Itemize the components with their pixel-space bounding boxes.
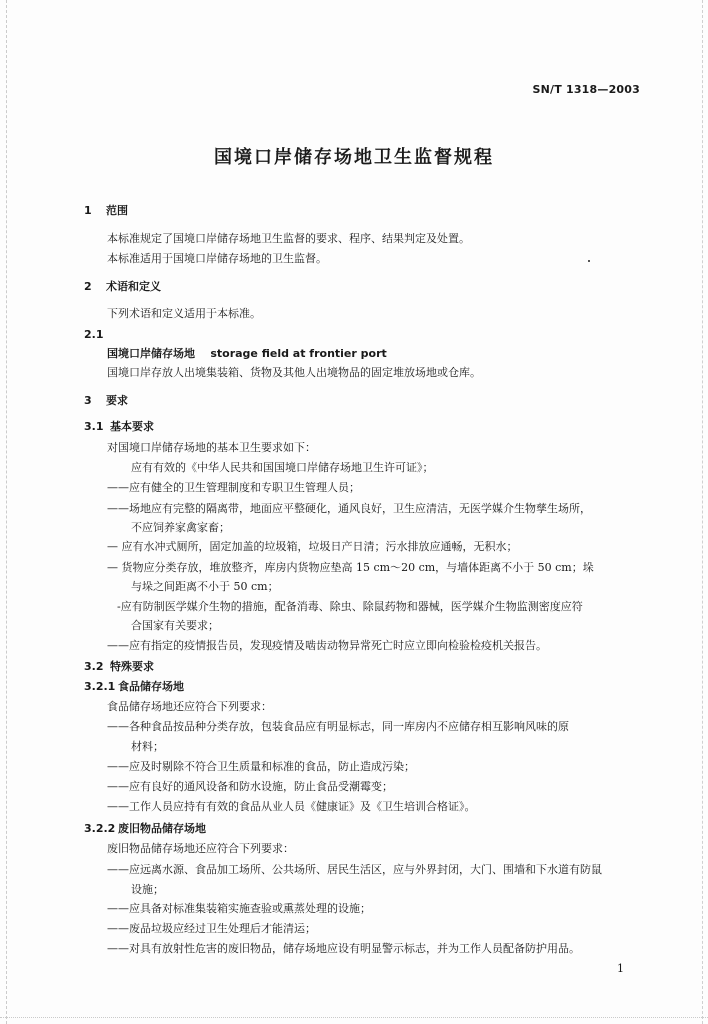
subsection-title: 基本要求	[110, 420, 154, 433]
subsection-3-1-heading	[84, 420, 154, 434]
section-number: 1	[84, 204, 92, 217]
subsection-3-2-heading	[84, 660, 154, 674]
section-number: 3	[84, 394, 92, 407]
list-item: — 应有水冲式厕所，固定加盖的垃圾箱，垃圾日产日清；污水排放应通畅，无积水；	[107, 540, 518, 553]
list-item: ——场地应有完整的隔离带，地面应平整硬化，通风良好，卫生应清洁，无医学媒介生物孳生场所，	[107, 502, 591, 515]
term-chinese: 国境口岸储存场地	[107, 347, 195, 360]
subsection-title: 食品储存场地	[118, 680, 184, 693]
term-definition: 国境口岸存放人出境集装箱、货物及其他人出境物品的固定堆放场地或仓库。	[107, 366, 481, 379]
list-item: ——废品垃圾应经过卫生处理后才能清运；	[107, 922, 316, 935]
page-number: 1	[617, 962, 624, 975]
scan-speck	[588, 260, 590, 262]
section-1-heading	[84, 204, 128, 218]
term-entry	[107, 347, 387, 361]
list-item: ——应具备对标准集装箱实施查验或熏蒸处理的设施；	[107, 902, 371, 915]
body-line: 本标准规定了国境口岸储存场地卫生监督的要求、程序、结果判定及处置。	[107, 232, 470, 245]
list-item: ——工作人员应持有有效的食品从业人员《健康证》及《卫生培训合格证》。	[107, 800, 476, 813]
subsection-title: 废旧物品储存场地	[118, 822, 206, 835]
list-item: ——应及时剔除不符合卫生质量和标准的食品，防止造成污染；	[107, 760, 415, 773]
list-item: ——应有指定的疫情报告员，发现疫情及啮齿动物异常死亡时应立即向检验检疫机关报告。	[107, 639, 547, 652]
list-item-continuation: 不应饲养家禽家畜；	[131, 521, 230, 534]
list-item: ——各种食品按品种分类存放，包装食品应有明显标志，同一库房内不应储存相互影响风味的原	[107, 720, 569, 733]
subsection-number: 2.1	[84, 328, 104, 341]
section-title: 术语和定义	[106, 280, 161, 293]
list-item: — 货物应分类存放，堆放整齐，库房内货物应垫高 15 cm～20 cm，与墙体距离不小于 50 cm；垛	[107, 561, 594, 574]
subsection-number: 3.2.1	[84, 680, 116, 693]
list-item-continuation: 合国家有关要求；	[131, 619, 219, 632]
section-title: 要求	[106, 394, 128, 407]
body-line: 废旧物品储存场地还应符合下列要求：	[107, 842, 294, 855]
term-english: storage field at frontier port	[210, 347, 387, 360]
section-2-heading	[84, 280, 161, 294]
list-item: ——应远离水源、食品加工场所、公共场所、居民生活区，应与外界封闭，大门、围墙和下水道有防鼠	[107, 863, 602, 876]
body-line: 对国境口岸储存场地的基本卫生要求如下：	[107, 441, 316, 454]
list-item: -应有防制医学媒介生物的措施，配备消毒、除虫、除鼠药物和器械，医学媒介生物监测密度应符	[117, 600, 583, 613]
section-number: 2	[84, 280, 92, 293]
list-item-continuation: 设施；	[131, 883, 164, 896]
subsection-number: 3.1	[84, 420, 104, 433]
list-item: ——对具有放射性危害的废旧物品，储存场地应设有明显警示标志，并为工作人员配备防护用品。	[107, 942, 580, 955]
section-3-heading	[84, 394, 128, 408]
scan-edge-bottom	[0, 1017, 708, 1024]
list-item-continuation: 材料；	[131, 740, 164, 753]
list-item: ——应有良好的通风设备和防水设施，防止食品受潮霉变；	[107, 780, 393, 793]
subsection-title: 特殊要求	[110, 660, 154, 673]
body-line: 本标准适用于国境口岸储存场地的卫生监督。	[107, 252, 327, 265]
document-title: 国境口岸储存场地卫生监督规程	[214, 147, 494, 168]
list-item: 应有有效的《中华人民共和国国境口岸储存场地卫生许可证》；	[131, 461, 434, 474]
standard-number: SN/T 1318—2003	[532, 83, 640, 96]
body-line: 下列术语和定义适用于本标准。	[107, 307, 261, 320]
list-item-continuation: 与垛之间距离不小于 50 cm；	[131, 580, 279, 593]
list-item: ——应有健全的卫生管理制度和专职卫生管理人员；	[107, 481, 360, 494]
body-line: 食品储存场地还应符合下列要求：	[107, 700, 272, 713]
subsection-3-2-1-heading	[84, 680, 184, 694]
subsection-3-2-2-heading	[84, 822, 206, 836]
subsection-number: 3.2	[84, 660, 104, 673]
section-title: 范围	[106, 204, 128, 217]
subsection-number: 3.2.2	[84, 822, 116, 835]
